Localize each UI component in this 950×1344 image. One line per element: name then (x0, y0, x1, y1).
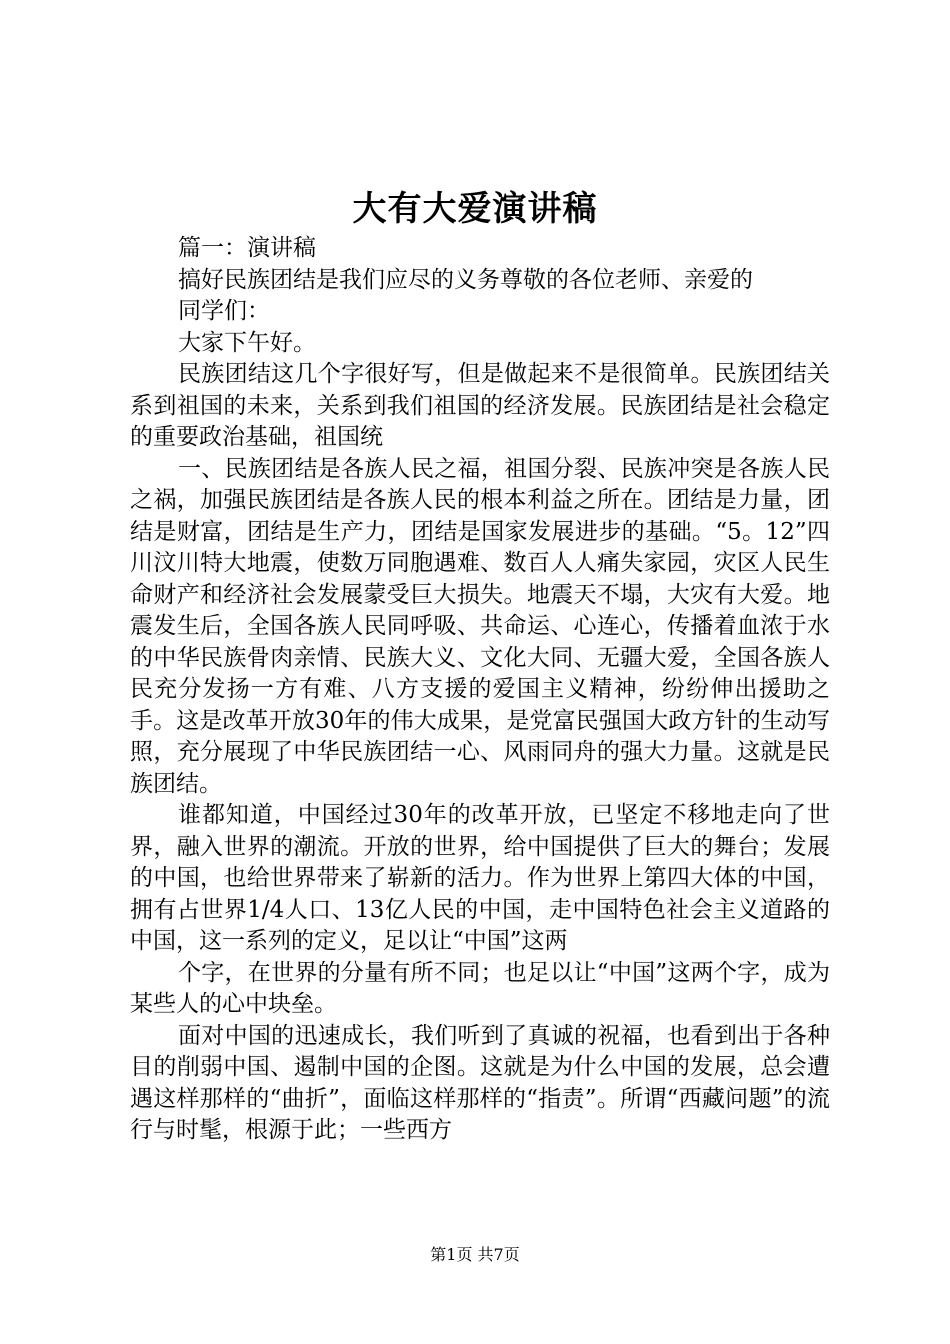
document-body (130, 233, 830, 1147)
paragraph: 大家下午好。 (178, 329, 316, 356)
paragraph: 搞好民族团结是我们应尽的义务尊敬的各位老师、亲爱的 (178, 266, 753, 293)
paragraph: 个字，在世界的分量有所不同；也足以让“中国”这两个字，成为某些人的心中块垒。 (130, 959, 830, 1017)
paragraph: 民族团结这几个字很好写，但是做起来不是很简单。民族团结关系到祖国的未来，关系到我们祖国的经济发展。民族团结是社会稳定的重要政治基础，祖国统 (130, 361, 830, 450)
paragraph: 一、民族团结是各族人民之福，祖国分裂、民族冲突是各族人民之祸，加强民族团结是各族人民的根本利益之所在。团结是力量，团结是财富，团结是生产力，团结是国家发展进步的基础。“5。12”四川汶川特大地震，使数万同胞遇难、数百人人痛失家园，灾区人民生命财产和经济社会发展蒙受巨大损失。地震天不塌，大灾有大爱。地震发生后，全国各族人民同呼吸、共命运、心连心，传播着血浓于水的中华民族骨肉亲情、民族大义、文化大同、无疆大爱，全国各族人民充分发扬一方有难、八方支援的爱国主义精神，纷纷伸出援助之手。这是改革开放30年的伟大成果，是党富民强国大政方针的生动写照，充分展现了中华民族团结一心、风雨同舟的强大力量。这就是民族团结。 (130, 455, 830, 797)
paragraph: 面对中国的迅速成长，我们听到了真诚的祝福，也看到出于各种目的削弱中国、遏制中国的企图。这就是为什么中国的发展，总会遭遇这样那样的“曲折”，面临这样那样的“指责”。所谓“西藏问题”的流行与时髦，根源于此；一些西方 (130, 1022, 830, 1143)
paragraph: 谁都知道，中国经过30年的改革开放，已坚定不移地走向了世界，融入世界的潮流。开放的世界，给中国提供了巨大的舞台；发展的中国，也给世界带来了崭新的活力。作为世界上第四大体的中国，拥有占世界1/4人口、13亿人民的中国，走中国特色社会主义道路的中国，这一系列的定义，足以让“中国”这两 (130, 802, 830, 954)
document-title: 大有大爱演讲稿 (352, 189, 598, 229)
page-footer: 第1页 共7页 (430, 1245, 520, 1264)
paragraph: 篇一：演讲稿 (178, 235, 316, 261)
paragraph: 同学们： (178, 298, 270, 324)
